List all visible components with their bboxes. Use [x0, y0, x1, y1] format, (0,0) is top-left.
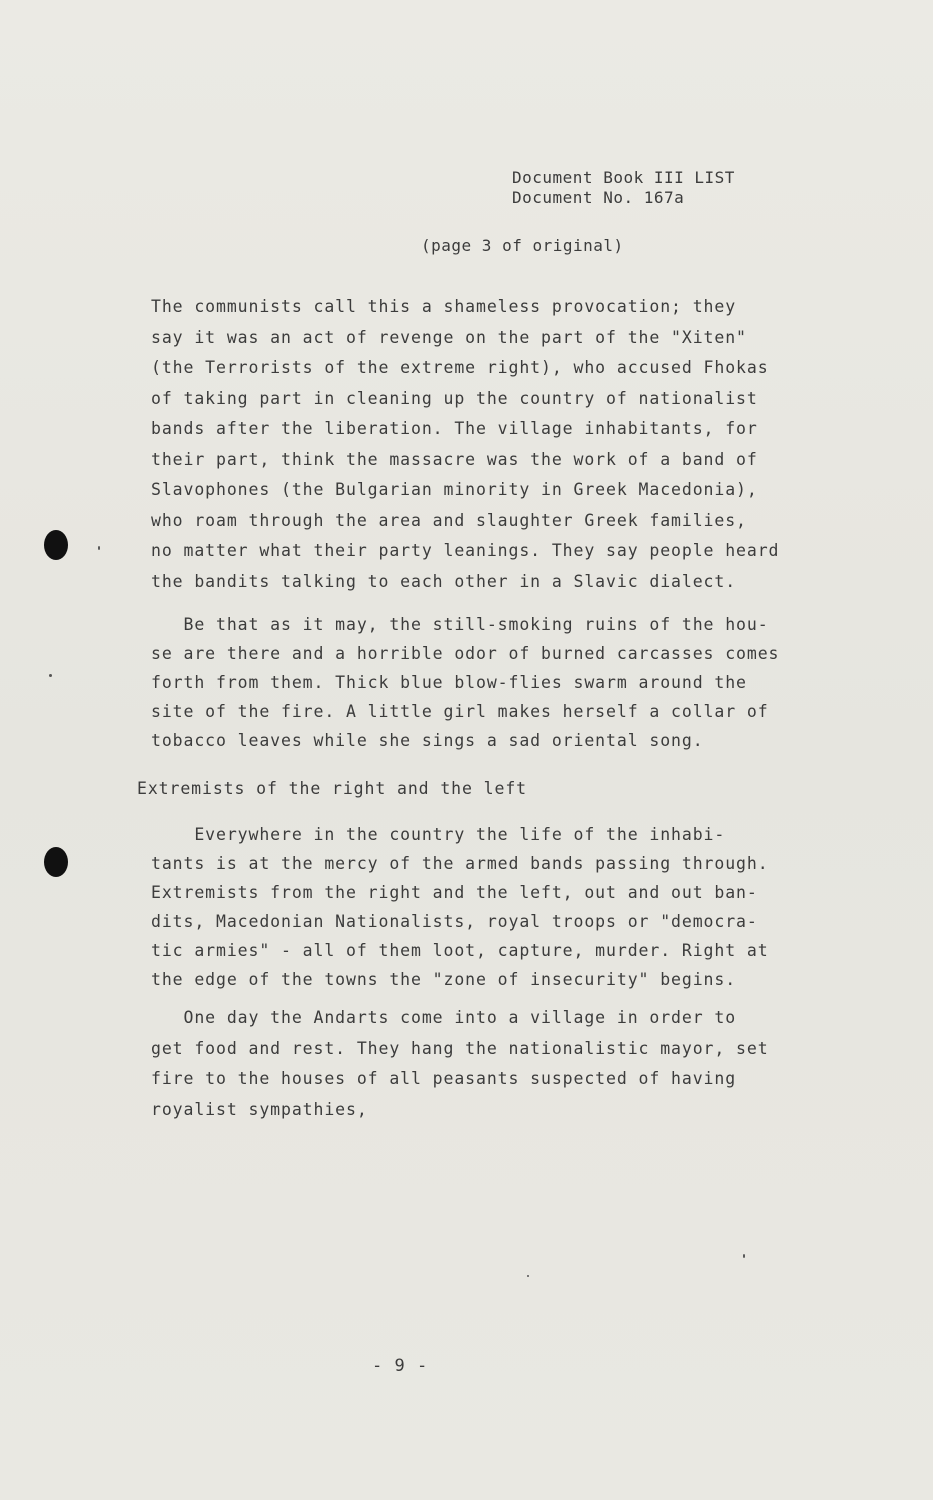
punch-hole-top: [44, 530, 68, 560]
document-number-line: Document No. 167a: [512, 188, 685, 207]
document-book-line: Document Book III LIST: [512, 168, 735, 187]
paper-speck: [743, 1254, 745, 1258]
paper-speck: [98, 546, 100, 550]
paper-speck: [49, 674, 52, 677]
page-number: - 9 -: [372, 1356, 429, 1376]
paragraph-andarts: One day the Andarts come into a village in order to get food and rest. They hang the nationalistic mayor, set fire to the houses of all peasants suspected of having royalist sympathies,: [151, 1008, 769, 1119]
punch-hole-bottom: [44, 847, 68, 877]
document-reference: [512, 168, 735, 208]
paragraph-ruins: Be that as it may, the still-smoking ruins of the hou- se are there and a horrible odor of burned carcasses comes forth from them. Thick blue blow-flies swarm around the site of the fire. A little girl makes herself a collar of tobacco leaves while she sings a sad oriental song.: [151, 615, 780, 750]
paper-speck: [527, 1275, 529, 1277]
section-heading: Extremists of the right and the left: [137, 779, 528, 798]
original-page-marker: (page 3 of original): [421, 236, 624, 255]
paragraph-extremists: Everywhere in the country the life of the inhabi- tants is at the mercy of the armed bands passing through. Extremists from the right and the left, out and out ban- dits, Macedonian Nationalists, royal troops or "democra- tic armies" - all of them loot, capture, murder. Right at the edge of the towns the "zone of insecurity" begins.: [151, 825, 769, 989]
paragraph-communists: The communists call this a shameless provocation; they say it was an act of revenge on the part of the "Xiten" (the Terrorists of the extreme right), who accused Fhokas of taking part in cleaning up the country of nationalist bands after the liberation. The village inhabitants, for their part, think the massacre was the work of a band of Slavophones (the Bulgarian minority in Greek Macedonia), who roam through the area and slaughter Greek families, no matter what their party leanings. They say people heard the bandits talking to each other in a Slavic dialect.: [151, 297, 780, 591]
